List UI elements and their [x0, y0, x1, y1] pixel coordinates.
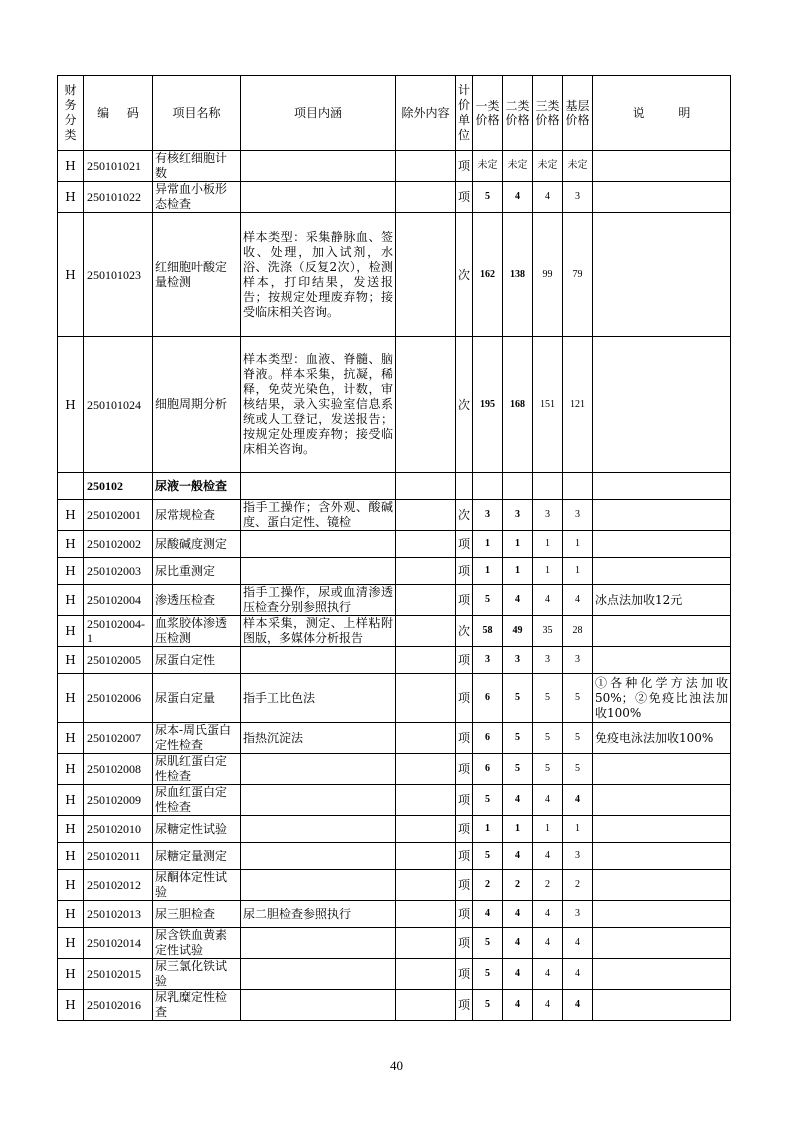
code-cell: 250102011 [84, 843, 153, 870]
price-1-cell: 2 [473, 870, 503, 901]
price-2-cell: 1 [503, 558, 533, 585]
code-cell: 250102015 [84, 959, 153, 990]
table-row [58, 647, 731, 674]
table-row [58, 616, 731, 647]
price-1-cell: 1 [473, 816, 503, 843]
price-4-cell: 1 [563, 816, 593, 843]
notes-cell [593, 901, 731, 928]
unit-cell: 项 [456, 816, 473, 843]
price-4-cell: 未定 [563, 151, 593, 182]
category-cell: H [58, 531, 84, 558]
notes-cell [593, 337, 731, 473]
table-row [58, 870, 731, 901]
code-cell: 250101022 [84, 182, 153, 213]
price-1-cell: 1 [473, 531, 503, 558]
code-cell: 250102003 [84, 558, 153, 585]
price-3-cell: 151 [533, 337, 563, 473]
price-2-cell [503, 473, 533, 500]
category-cell: H [58, 500, 84, 531]
price-3-cell: 4 [533, 843, 563, 870]
item-name-cell: 尿本-周氏蛋白定性检查 [153, 723, 241, 754]
category-cell: H [58, 843, 84, 870]
item-name-cell: 异常血小板形态检查 [153, 182, 241, 213]
exclusions-cell [396, 616, 456, 647]
header-row [58, 76, 731, 151]
exclusions-cell [396, 647, 456, 674]
price-3-cell: 99 [533, 213, 563, 337]
item-content-cell [241, 959, 396, 990]
notes-cell [593, 616, 731, 647]
price-4-cell: 28 [563, 616, 593, 647]
notes-cell [593, 990, 731, 1021]
exclusions-cell [396, 337, 456, 473]
unit-cell: 项 [456, 870, 473, 901]
price-4-cell: 2 [563, 870, 593, 901]
price-3-cell: 4 [533, 928, 563, 959]
code-cell: 250101021 [84, 151, 153, 182]
price-3-cell: 4 [533, 585, 563, 616]
price-1-cell: 未定 [473, 151, 503, 182]
unit-cell: 项 [456, 585, 473, 616]
category-cell: H [58, 337, 84, 473]
price-2-cell: 4 [503, 928, 533, 959]
code-cell: 250102010 [84, 816, 153, 843]
unit-cell: 次 [456, 337, 473, 473]
unit-cell: 次 [456, 500, 473, 531]
item-content-cell: 尿二胆检查参照执行 [241, 901, 396, 928]
unit-cell: 次 [456, 616, 473, 647]
exclusions-cell [396, 531, 456, 558]
code-cell: 250101024 [84, 337, 153, 473]
item-content-cell: 指热沉淀法 [241, 723, 396, 754]
category-cell: H [58, 213, 84, 337]
item-name-cell: 尿三氯化铁试验 [153, 959, 241, 990]
notes-cell: 免疫电泳法加收100% [593, 723, 731, 754]
price-1-cell: 5 [473, 182, 503, 213]
table-row [58, 151, 731, 182]
unit-cell: 项 [456, 990, 473, 1021]
table-row [58, 928, 731, 959]
price-3-cell: 1 [533, 558, 563, 585]
unit-cell: 次 [456, 213, 473, 337]
code-cell: 250102008 [84, 754, 153, 785]
price-3-cell: 4 [533, 990, 563, 1021]
notes-cell [593, 558, 731, 585]
category-cell: H [58, 816, 84, 843]
table-row [58, 723, 731, 754]
code-cell: 250101023 [84, 213, 153, 337]
table-row [58, 674, 731, 723]
notes-cell [593, 500, 731, 531]
header-price-4: 基层价格 [563, 76, 593, 151]
exclusions-cell [396, 213, 456, 337]
table-row [58, 959, 731, 990]
item-name-cell: 红细胞叶酸定量检测 [153, 213, 241, 337]
price-4-cell [563, 473, 593, 500]
price-4-cell: 121 [563, 337, 593, 473]
exclusions-cell [396, 473, 456, 500]
item-content-cell [241, 843, 396, 870]
price-2-cell: 49 [503, 616, 533, 647]
item-content-cell [241, 558, 396, 585]
notes-cell [593, 785, 731, 816]
price-2-cell: 3 [503, 647, 533, 674]
category-cell: H [58, 754, 84, 785]
code-cell: 250102009 [84, 785, 153, 816]
price-3-cell: 5 [533, 754, 563, 785]
exclusions-cell [396, 723, 456, 754]
price-2-cell: 3 [503, 500, 533, 531]
price-2-cell: 138 [503, 213, 533, 337]
code-cell: 250102013 [84, 901, 153, 928]
table-row [58, 182, 731, 213]
header-item-name: 项目名称 [153, 76, 241, 151]
category-cell: H [58, 558, 84, 585]
table-row [58, 558, 731, 585]
item-name-cell: 尿酮体定性试验 [153, 870, 241, 901]
notes-cell [593, 816, 731, 843]
item-name-cell: 尿糖定量测定 [153, 843, 241, 870]
item-content-cell: 样本类型：血液、脊髓、脑脊液。样本采集，抗凝，稀释，免荧光染色，计数，审核结果，录入实验室信息系统或人工登记，发送报告；按规定处理废弃物；接受临床相关咨询。 [241, 337, 396, 473]
price-4-cell: 3 [563, 843, 593, 870]
item-name-cell: 尿含铁血黄素定性试验 [153, 928, 241, 959]
price-4-cell: 3 [563, 647, 593, 674]
item-content-cell: 样本类型：采集静脉血、签收、处理，加入试剂，水浴、洗涤（反复2次），检测样本，打印结果，发送报告；按规定处理废弃物；接受临床相关咨询。 [241, 213, 396, 337]
price-1-cell: 6 [473, 674, 503, 723]
exclusions-cell [396, 754, 456, 785]
unit-cell: 项 [456, 928, 473, 959]
header-exclusions: 除外内容 [396, 76, 456, 151]
category-cell: H [58, 647, 84, 674]
item-content-cell [241, 531, 396, 558]
price-2-cell: 5 [503, 723, 533, 754]
notes-cell [593, 870, 731, 901]
exclusions-cell [396, 901, 456, 928]
unit-cell: 项 [456, 182, 473, 213]
item-content-cell [241, 990, 396, 1021]
unit-cell [456, 473, 473, 500]
price-3-cell: 3 [533, 647, 563, 674]
item-content-cell: 指手工操作；含外观、酸碱度、蛋白定性、镜检 [241, 500, 396, 531]
category-cell [58, 473, 84, 500]
header-price-3: 三类价格 [533, 76, 563, 151]
notes-cell: ①各种化学方法加收50%；②免疫比浊法加收100% [593, 674, 731, 723]
price-4-cell: 3 [563, 182, 593, 213]
notes-cell [593, 151, 731, 182]
code-cell: 250102004 [84, 585, 153, 616]
table-row [58, 531, 731, 558]
exclusions-cell [396, 959, 456, 990]
category-cell: H [58, 616, 84, 647]
item-name-cell: 尿比重测定 [153, 558, 241, 585]
category-cell: H [58, 723, 84, 754]
notes-cell [593, 959, 731, 990]
item-content-cell [241, 754, 396, 785]
price-4-cell: 4 [563, 959, 593, 990]
table-row [58, 990, 731, 1021]
item-name-cell: 尿液一般检查 [153, 473, 241, 500]
price-1-cell: 4 [473, 901, 503, 928]
item-name-cell: 尿糖定性试验 [153, 816, 241, 843]
price-1-cell: 3 [473, 500, 503, 531]
price-3-cell: 4 [533, 959, 563, 990]
section-row [58, 473, 731, 500]
category-cell: H [58, 585, 84, 616]
code-cell: 250102005 [84, 647, 153, 674]
price-3-cell: 5 [533, 674, 563, 723]
price-1-cell: 58 [473, 616, 503, 647]
price-3-cell: 4 [533, 901, 563, 928]
item-content-cell: 指手工操作，尿或血清渗透压检查分别参照执行 [241, 585, 396, 616]
item-name-cell: 血浆胶体渗透压检测 [153, 616, 241, 647]
exclusions-cell [396, 816, 456, 843]
header-unit: 计价单位 [456, 76, 473, 151]
notes-cell [593, 473, 731, 500]
unit-cell: 项 [456, 674, 473, 723]
price-3-cell: 2 [533, 870, 563, 901]
category-cell: H [58, 785, 84, 816]
table-row [58, 843, 731, 870]
header-notes: 说 明 [593, 76, 731, 151]
price-1-cell: 3 [473, 647, 503, 674]
category-cell: H [58, 959, 84, 990]
item-content-cell [241, 473, 396, 500]
price-3-cell: 1 [533, 531, 563, 558]
notes-cell [593, 843, 731, 870]
item-content-cell: 样本采集，测定、上样粘附图版，多媒体分析报告 [241, 616, 396, 647]
item-content-cell [241, 928, 396, 959]
price-3-cell: 35 [533, 616, 563, 647]
code-cell: 250102007 [84, 723, 153, 754]
exclusions-cell [396, 500, 456, 531]
price-2-cell: 4 [503, 585, 533, 616]
unit-cell: 项 [456, 959, 473, 990]
price-1-cell: 5 [473, 928, 503, 959]
category-cell: H [58, 151, 84, 182]
item-content-cell [241, 816, 396, 843]
price-4-cell: 4 [563, 928, 593, 959]
table-row [58, 785, 731, 816]
price-1-cell: 195 [473, 337, 503, 473]
price-3-cell: 3 [533, 500, 563, 531]
price-2-cell: 4 [503, 990, 533, 1021]
price-4-cell: 1 [563, 558, 593, 585]
price-1-cell: 5 [473, 959, 503, 990]
price-4-cell: 4 [563, 585, 593, 616]
unit-cell: 项 [456, 843, 473, 870]
item-name-cell: 渗透压检查 [153, 585, 241, 616]
price-3-cell: 未定 [533, 151, 563, 182]
header-category: 财务分类 [58, 76, 84, 151]
item-content-cell: 指手工比色法 [241, 674, 396, 723]
price-4-cell: 1 [563, 531, 593, 558]
price-1-cell: 6 [473, 754, 503, 785]
exclusions-cell [396, 182, 456, 213]
item-name-cell: 尿肌红蛋白定性检查 [153, 754, 241, 785]
item-content-cell [241, 870, 396, 901]
price-4-cell: 5 [563, 674, 593, 723]
category-cell: H [58, 928, 84, 959]
table-row [58, 585, 731, 616]
header-item-content: 项目内涵 [241, 76, 396, 151]
unit-cell: 项 [456, 531, 473, 558]
price-2-cell: 5 [503, 754, 533, 785]
header-price-2: 二类价格 [503, 76, 533, 151]
table-row [58, 901, 731, 928]
exclusions-cell [396, 585, 456, 616]
price-2-cell: 4 [503, 182, 533, 213]
code-cell: 250102012 [84, 870, 153, 901]
exclusions-cell [396, 843, 456, 870]
unit-cell: 项 [456, 558, 473, 585]
price-2-cell: 168 [503, 337, 533, 473]
price-2-cell: 4 [503, 843, 533, 870]
header-code: 编 码 [84, 76, 153, 151]
code-cell: 250102 [84, 473, 153, 500]
exclusions-cell [396, 151, 456, 182]
price-3-cell: 4 [533, 785, 563, 816]
unit-cell: 项 [456, 151, 473, 182]
table-row [58, 754, 731, 785]
table-body [58, 151, 731, 1021]
item-content-cell [241, 785, 396, 816]
price-1-cell: 5 [473, 785, 503, 816]
price-table [57, 75, 731, 1021]
exclusions-cell [396, 558, 456, 585]
category-cell: H [58, 870, 84, 901]
header-price-1: 一类价格 [473, 76, 503, 151]
price-1-cell: 5 [473, 843, 503, 870]
unit-cell: 项 [456, 785, 473, 816]
price-1-cell: 162 [473, 213, 503, 337]
price-3-cell [533, 473, 563, 500]
price-3-cell: 5 [533, 723, 563, 754]
category-cell: H [58, 901, 84, 928]
price-4-cell: 4 [563, 785, 593, 816]
item-content-cell [241, 647, 396, 674]
price-4-cell: 3 [563, 901, 593, 928]
price-4-cell: 5 [563, 723, 593, 754]
exclusions-cell [396, 870, 456, 901]
exclusions-cell [396, 928, 456, 959]
code-cell: 250102002 [84, 531, 153, 558]
price-2-cell: 4 [503, 785, 533, 816]
item-name-cell: 尿三胆检查 [153, 901, 241, 928]
price-1-cell: 1 [473, 558, 503, 585]
price-4-cell: 79 [563, 213, 593, 337]
exclusions-cell [396, 785, 456, 816]
notes-cell [593, 754, 731, 785]
table-row [58, 816, 731, 843]
notes-cell [593, 647, 731, 674]
notes-cell: 冰点法加收12元 [593, 585, 731, 616]
price-1-cell: 5 [473, 990, 503, 1021]
table-row [58, 337, 731, 473]
price-2-cell: 1 [503, 816, 533, 843]
exclusions-cell [396, 990, 456, 1021]
notes-cell [593, 182, 731, 213]
item-content-cell [241, 182, 396, 213]
item-name-cell: 尿常规检查 [153, 500, 241, 531]
item-name-cell: 尿血红蛋白定性检查 [153, 785, 241, 816]
code-cell: 250102014 [84, 928, 153, 959]
price-4-cell: 5 [563, 754, 593, 785]
exclusions-cell [396, 674, 456, 723]
code-cell: 250102004-1 [84, 616, 153, 647]
item-name-cell: 尿蛋白定性 [153, 647, 241, 674]
code-cell: 250102006 [84, 674, 153, 723]
category-cell: H [58, 182, 84, 213]
price-4-cell: 3 [563, 500, 593, 531]
item-name-cell: 细胞周期分析 [153, 337, 241, 473]
code-cell: 250102001 [84, 500, 153, 531]
notes-cell [593, 213, 731, 337]
price-2-cell: 未定 [503, 151, 533, 182]
notes-cell [593, 531, 731, 558]
price-2-cell: 5 [503, 674, 533, 723]
price-3-cell: 4 [533, 182, 563, 213]
price-2-cell: 4 [503, 901, 533, 928]
table-row [58, 213, 731, 337]
item-content-cell [241, 151, 396, 182]
table-row [58, 500, 731, 531]
unit-cell: 项 [456, 647, 473, 674]
unit-cell: 项 [456, 723, 473, 754]
price-2-cell: 4 [503, 959, 533, 990]
price-4-cell: 4 [563, 990, 593, 1021]
unit-cell: 项 [456, 754, 473, 785]
code-cell: 250102016 [84, 990, 153, 1021]
price-2-cell: 1 [503, 531, 533, 558]
price-1-cell: 5 [473, 585, 503, 616]
price-3-cell: 1 [533, 816, 563, 843]
item-name-cell: 尿酸碱度测定 [153, 531, 241, 558]
notes-cell [593, 928, 731, 959]
item-name-cell: 尿蛋白定量 [153, 674, 241, 723]
price-1-cell: 6 [473, 723, 503, 754]
item-name-cell: 尿乳糜定性检查 [153, 990, 241, 1021]
category-cell: H [58, 990, 84, 1021]
unit-cell: 项 [456, 901, 473, 928]
price-2-cell: 2 [503, 870, 533, 901]
price-1-cell [473, 473, 503, 500]
category-cell: H [58, 674, 84, 723]
item-name-cell: 有核红细胞计数 [153, 151, 241, 182]
page-number: 40 [390, 1058, 403, 1073]
